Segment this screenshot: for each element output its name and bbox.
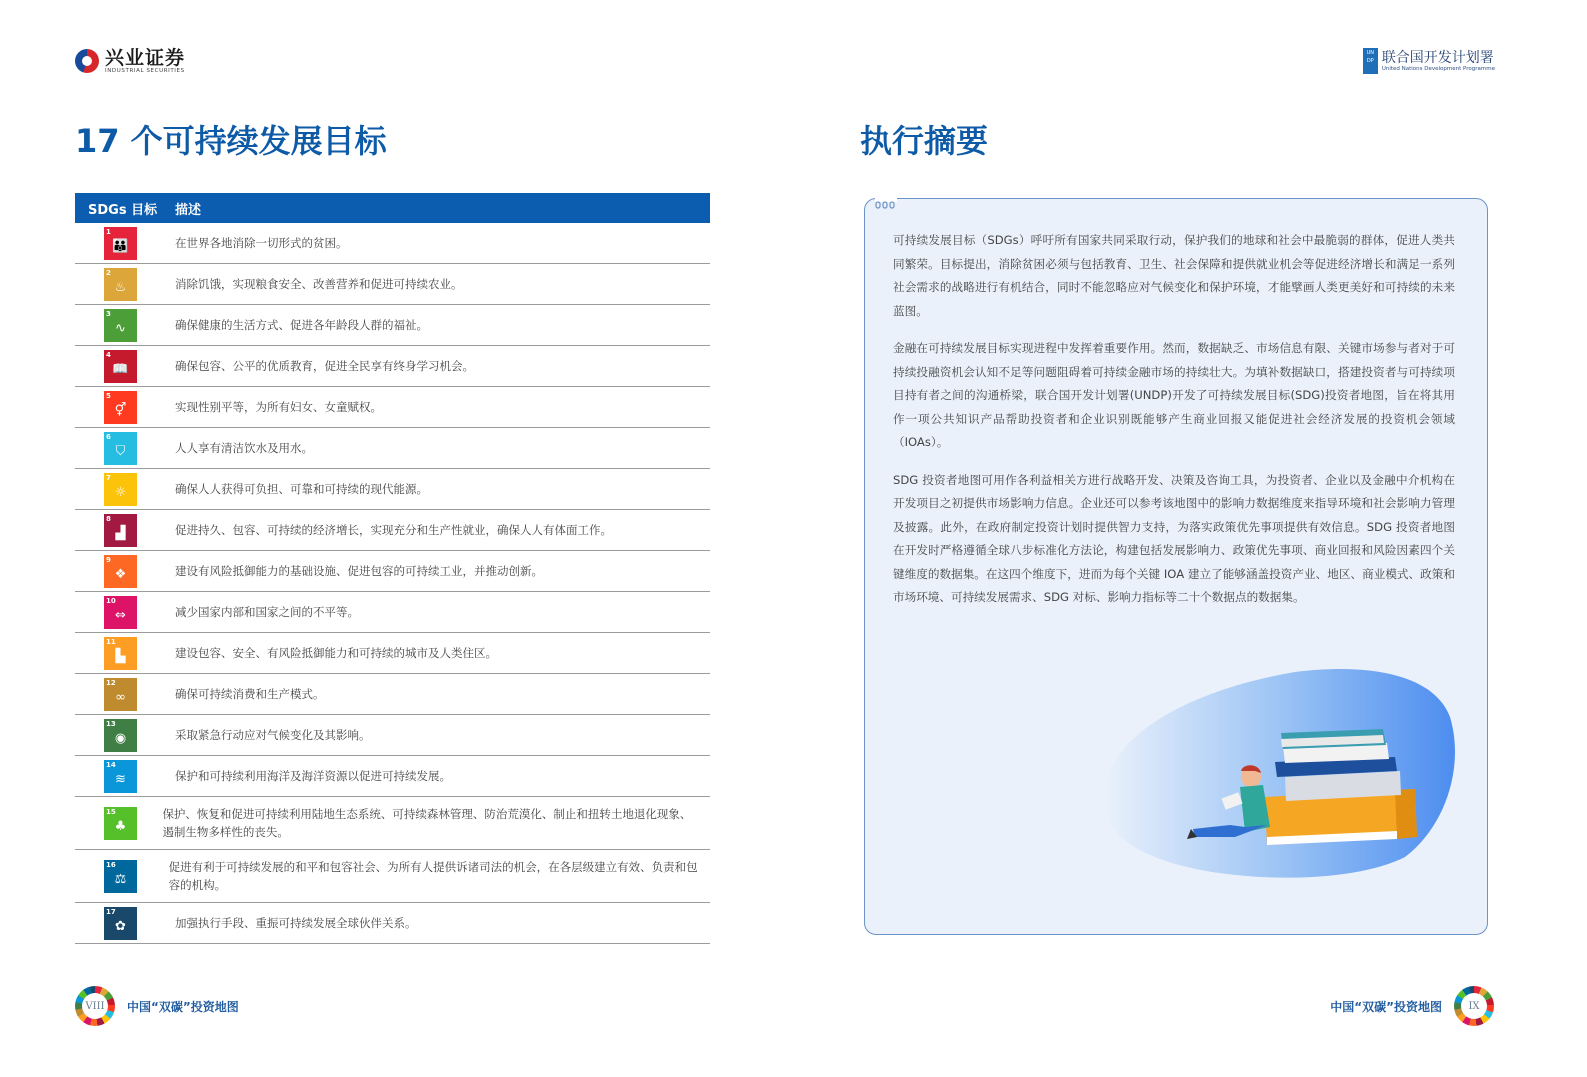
sdg-number: 9 [106,555,111,564]
sdg-number: 8 [106,514,111,523]
sdg-17-flower-icon [104,907,137,940]
dove-icon: ⚖ [114,871,127,887]
book-icon: 📖 [112,361,129,377]
sdg-icon-cell [75,432,175,465]
right-logo-cn: 联合国开发计划署 [1381,50,1494,66]
sdg-icon-cell [75,514,175,547]
table-row [75,469,710,510]
sdg-16-dove-icon [104,860,137,893]
col-goal-header: SDGs 目标 [88,202,158,218]
sdg-icon-cell [75,807,162,840]
sdg-number: 17 [106,907,116,916]
sdg-number: 5 [106,391,111,400]
sdg-number: 11 [106,637,116,646]
right-page-number: IX [1461,993,1487,1019]
summary-text [893,229,1455,610]
sdg-description: 确保健康的生活方式、促进各年龄段人群的福祉。 [175,318,428,332]
table-row [75,715,710,756]
sdg-icon-cell [75,719,175,752]
undp-logo [1363,48,1495,74]
heartbeat-icon: ∿ [115,320,126,336]
sdg-icon-cell [75,391,175,424]
sdg-number: 4 [106,350,111,359]
table-row [75,797,710,850]
sdg-description: 保护、恢复和促进可持续利用陆地生态系统、可持续森林管理、防治荒漠化、制止和扭转土地退化现象、遏制生物多样性的丧失。 [162,807,692,839]
infinity-icon: ∞ [115,689,126,705]
bowl-icon: ♨ [114,279,127,295]
right-logo-en: United Nations Development Programme [1381,66,1495,72]
box-tab-decoration [875,194,897,202]
sdg-9-cubes-icon [104,555,137,588]
summary-paragraph-1: 可持续发展目标（SDGs）呼吁所有国家共同采取行动，保护我们的地球和社会中最脆弱的群体，促进人类共同繁荣。目标提出，消除贫困必须与包括教育、卫生、社会保障和提供就业机会等促进经济增长和满足一系列社会需求的战略进行有机结合，同时不能忽略应对气候变化和保护环境，才能擘画人类更美好和可持续的未来蓝图。 [893,233,1455,318]
sdg-7-sun-icon [104,473,137,506]
left-logo-cn: 兴业证券 [105,47,186,69]
sdg-icon-cell [75,350,175,383]
sdg-description: 建设有风险抵御能力的基础设施、促进包容的可持续工业，并推动创新。 [175,564,543,578]
sdg-icon-cell [75,309,175,342]
gender-icon: ⚥ [114,402,127,418]
equality-icon: ⇔ [115,607,126,623]
flower-icon: ✿ [115,918,126,934]
sdg-number: 13 [106,719,116,728]
sdg-4-book-icon [104,350,137,383]
growth-chart-icon: ▟ [115,525,126,541]
table-row [75,305,710,346]
sdg-description: 采取紧急行动应对气候变化及其影响。 [175,728,371,742]
sdg-description: 保护和可持续利用海洋及海洋资源以促进可持续发展。 [175,769,451,783]
sdg-icon-cell [75,555,175,588]
summary-paragraph-3: SDG 投资者地图可用作各利益相关方进行战略开发、决策及咨询工具，为投资者、企业以及金融中介机构在开发项目之初提供市场影响力信息。企业还可以参考该地图中的影响力数据维度来指导环境和社会影响力管理及披露。此外，在政府制定投资计划时提供智力支持，为落实政策优先事项提供有效信息。SDG 投资者地图在开发时严格遵循全球八步标准化方法论，构建包括发展影响力、政策优先事项、商业回报和风险因素四个关键维度的数据集。在这四个维度下，进而为每个关键 IOA 建立了能够涵盖投资产业、地区、商业模式、政策和市场环境、可持续发展需求、SDG 对标、影响力指标等二十个数据点的数据集。 [893,472,1455,604]
eye-earth-icon: ◉ [114,730,127,746]
left-footer-text: 中国“双碳”投资地图 [127,999,239,1014]
sdg-wheel-icon [1454,986,1494,1026]
table-row [75,674,710,715]
table-row [75,850,710,903]
left-page-number: VIII [82,993,108,1019]
table-row [75,387,710,428]
sdg-description: 促进有利于可持续发展的和平和包容社会、为所有人提供诉诸司法的机会，在各层级建立有效、负责和包容的机构。 [168,860,698,892]
industrial-securities-logo [75,48,185,74]
sdg-number: 3 [106,309,111,318]
sdg-icon-cell [75,596,175,629]
summary-paragraph-2: 金融在可持续发展目标实现进程中发挥着重要作用。然而，数据缺乏、市场信息有限、关键市场参与者对于可持续投融资机会认知不足等问题阻碍着可持续金融市场的持续壮大。为填补数据缺口，搭建投资者与可持续项目持有者之间的沟通桥梁，联合国开发计划署(UNDP)开发了可持续发展目标(SDG)投资者地图，旨在将其用作一项公共知识产品帮助投资者和企业识别既能够产生商业回报又能促进社会经济发展的投资机会领域（IOAs）。 [893,341,1455,449]
sdg-icon-cell [75,473,175,506]
fish-icon: ≋ [115,771,126,787]
right-page-title: 执行摘要 [860,122,989,160]
undp-logo-icon: UN DP [1363,48,1378,74]
water-icon: ⛉ [115,443,126,459]
city-icon: ▙ [115,648,126,664]
sdg-icon-cell [75,227,175,260]
sdg-number: 1 [106,227,111,236]
sun-icon: ☼ [114,484,127,500]
sdg-icon-cell [75,678,175,711]
sdg-5-gender-icon [104,391,137,424]
sdg-number: 7 [106,473,111,482]
sdg-number: 16 [106,860,116,869]
table-row [75,592,710,633]
left-footer [75,986,239,1026]
sdg-2-bowl-icon [104,268,137,301]
industrial-securities-logo-icon [75,49,99,73]
sdg-number: 15 [106,807,116,816]
sdg-6-water-icon [104,432,137,465]
summary-box [864,198,1488,935]
table-row [75,428,710,469]
sdg-description: 确保人人获得可负担、可靠和可持续的现代能源。 [175,482,428,496]
reading-books-illustration [1095,667,1465,887]
col-desc-header: 描述 [175,202,202,218]
table-row [75,551,710,592]
sdg-14-fish-icon [104,760,137,793]
sdg-12-infinity-icon [104,678,137,711]
sdg-description: 确保包容、公平的优质教育，促进全民享有终身学习机会。 [175,359,474,373]
left-logo-en: INDUSTRIAL SECURITIES [105,68,185,74]
sdg-10-equality-icon [104,596,137,629]
sdg-icon-cell [75,637,175,670]
sdg-number: 12 [106,678,116,687]
tree-icon: ♣ [114,818,127,834]
table-row [75,510,710,551]
sdg-table-header [75,193,710,223]
sdg-description: 加强执行手段、重振可持续发展全球伙伴关系。 [175,916,417,930]
sdg-icon-cell [75,268,175,301]
sdg-15-tree-icon [104,807,137,840]
table-row [75,633,710,674]
sdg-13-eye-earth-icon [104,719,137,752]
sdg-number: 14 [106,760,116,769]
sdg-icon-cell [75,860,169,893]
sdg-number: 2 [106,268,111,277]
sdg-8-growth-chart-icon [104,514,137,547]
table-row [75,346,710,387]
sdg-number: 6 [106,432,111,441]
right-footer-text: 中国“双碳”投资地图 [1330,999,1442,1014]
table-row [75,903,710,944]
left-page-title: 17 个可持续发展目标 [75,122,387,160]
sdg-description: 实现性别平等，为所有妇女、女童赋权。 [175,400,382,414]
sdg-11-city-icon [104,637,137,670]
table-row [75,223,710,264]
sdg-description: 促进持久、包容、可持续的经济增长，实现充分和生产性就业，确保人人有体面工作。 [175,523,612,537]
people-icon: 👪 [112,238,129,254]
sdg-1-people-icon [104,227,137,260]
table-row [75,264,710,305]
sdg-description: 在世界各地消除一切形式的贫困。 [175,236,348,250]
sdg-number: 10 [106,596,116,605]
sdg-description: 人人享有清洁饮水及用水。 [175,441,313,455]
sdg-3-heartbeat-icon [104,309,137,342]
cubes-icon: ❖ [114,566,127,582]
sdg-table [75,193,710,944]
sdg-description: 消除饥饿，实现粮食安全、改善营养和促进可持续农业。 [175,277,463,291]
table-row [75,756,710,797]
sdg-description: 建设包容、安全、有风险抵御能力和可持续的城市及人类住区。 [175,646,497,660]
sdg-icon-cell [75,907,175,940]
sdg-description: 减少国家内部和国家之间的不平等。 [175,605,359,619]
sdg-description: 确保可持续消费和生产模式。 [175,687,325,701]
sdg-table-body [75,223,710,944]
right-footer [1330,986,1494,1026]
sdg-wheel-icon [75,986,115,1026]
sdg-icon-cell [75,760,175,793]
